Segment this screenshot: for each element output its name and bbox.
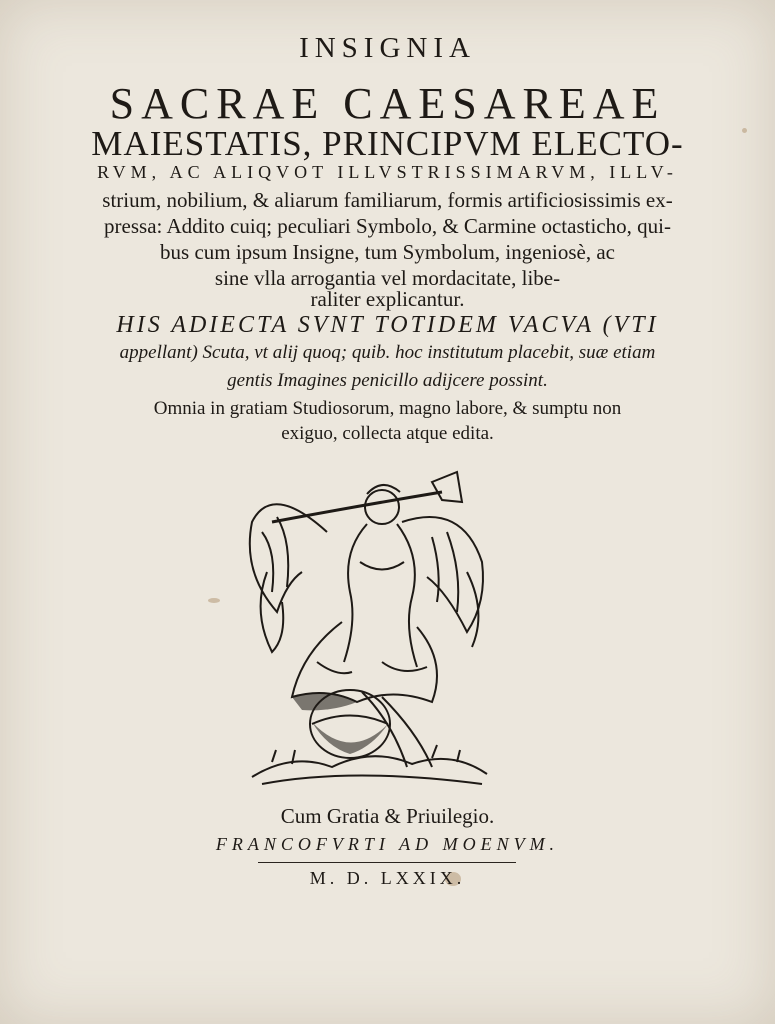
body-line: raliter explicantur. [310,287,465,311]
title-sacrae-caesareae: SACRAE CAESAREAE [109,79,666,128]
title-insignia: INSIGNIA [299,32,476,64]
title-rvm-line: RVM, AC ALIQVOT ILLVSTRISSIMARVM, ILLV- [97,162,678,182]
italic-line: appellant) Scuta, vt alij quoq; quib. hoc institutum placebit, suæ etiam [119,342,656,363]
foxing-stain [208,598,220,603]
imprint-place: FRANCOFVRTI AD MOENVM. [215,834,560,854]
omnia-line: Omnia in gratiam Studiosorum, magno labore, & sumptu non [153,398,622,419]
italic-heading: HIS ADIECTA SVNT TOTIDEM VACVA (VTI [116,312,659,338]
divider-rule [258,862,516,863]
privilege-line: Cum Gratia & Priuilegio. [280,804,495,828]
omnia-line: exiguo, collecta atque edita. [281,423,494,444]
body-line: sine vlla arrogantia vel mordacitate, libe- [214,266,561,290]
body-line: bus cum ipsum Insigne, tum Symbolum, ingeniosè, ac [160,240,615,264]
body-line: pressa: Addito cuiq; peculiari Symbolo, & Carmine octasticho, qui- [104,214,671,238]
title-maiestatis: MAIESTATIS, PRINCIPVM ELECTO- [91,124,684,163]
imprint-date: M. D. LXXIX. [309,868,466,888]
winged-fame-figure-icon [232,462,502,792]
italic-line: gentis Imagines penicillo adijcere possint. [227,370,548,391]
body-line: strium, nobilium, & aliarum familiarum, formis artificiosissimis ex- [102,188,673,212]
